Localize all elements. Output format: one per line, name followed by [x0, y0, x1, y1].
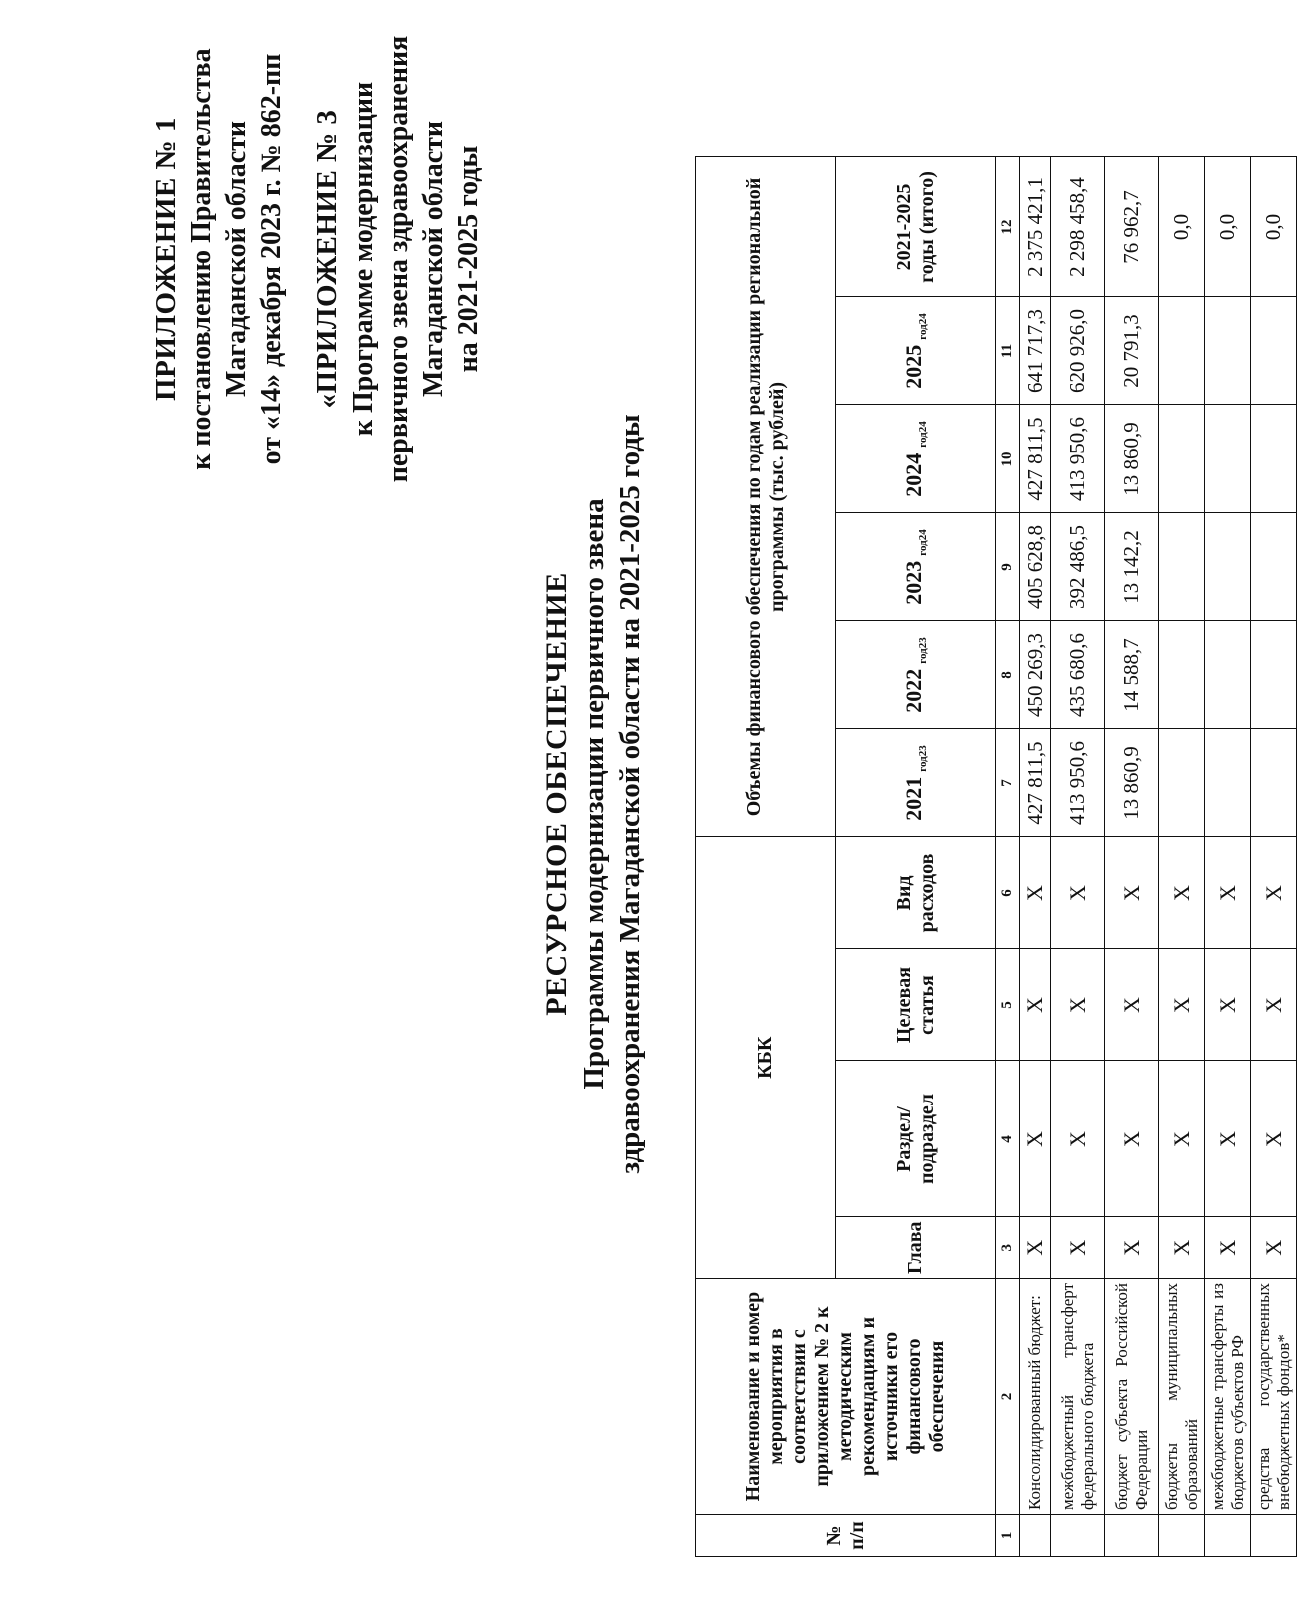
cell-y2021	[1205, 729, 1251, 837]
table-row	[1251, 157, 1297, 1557]
table-row	[1051, 157, 1105, 1557]
cell-y2025: 620 926,0	[1051, 297, 1105, 405]
header-2021: 2021 $_{год23}$	[836, 729, 996, 837]
header-statya: Целевая статья	[836, 949, 996, 1061]
program-line-3: Магаданской области	[417, 120, 449, 398]
col-number: 2	[996, 1279, 1020, 1515]
table-row	[1205, 157, 1251, 1557]
cell-total: 76 962,7	[1105, 157, 1159, 297]
cell-name: межбюджетный трансферт федерального бюджета	[1051, 1279, 1105, 1515]
cell-y2023	[1251, 513, 1297, 621]
cell-name: бюджеты муниципальных образований	[1159, 1279, 1205, 1515]
col-number: 11	[996, 297, 1020, 405]
cell-y2025	[1205, 297, 1251, 405]
document-title	[538, 379, 648, 1209]
header-num: № п/п	[696, 1515, 996, 1557]
cell-glava: X	[1051, 1217, 1105, 1279]
cell-num	[1205, 1515, 1251, 1557]
region-line: Магаданской области	[221, 120, 253, 398]
title-line-1: РЕСУРСНОЕ ОБЕСПЕЧЕНИЕ	[540, 572, 573, 1016]
cell-y2023: 13 142,2	[1105, 513, 1159, 621]
cell-total: 2 375 421,1	[1020, 157, 1051, 297]
cell-vid: X	[1105, 837, 1159, 949]
cell-y2022	[1251, 621, 1297, 729]
cell-statya: X	[1105, 949, 1159, 1061]
header-name: Наименование и номер мероприятия в соответствии с приложением № 2 к методическим рекомендациям и источники его финансового обеспечения	[696, 1279, 996, 1515]
cell-y2023	[1205, 513, 1251, 621]
col-number: 8	[996, 621, 1020, 729]
header-total: 2021-2025 годы (итого)	[836, 157, 996, 297]
cell-total: 2 298 458,4	[1051, 157, 1105, 297]
col-number: 7	[996, 729, 1020, 837]
cell-num	[1020, 1515, 1051, 1557]
col-number: 9	[996, 513, 1020, 621]
table-body	[1020, 157, 1297, 1557]
table-row	[1105, 157, 1159, 1557]
cell-statya: X	[1051, 949, 1105, 1061]
cell-glava: X	[1205, 1217, 1251, 1279]
resolution-line: к постановлению Правительства	[186, 48, 218, 470]
cell-y2025	[1159, 297, 1205, 405]
cell-y2024	[1205, 405, 1251, 513]
cell-name: межбюджетные трансферты из бюджетов субъектов РФ	[1205, 1279, 1251, 1515]
title-line-3: здравоохранения Магаданской области на 2021-2025 годы	[613, 414, 646, 1174]
cell-y2022: 450 269,3	[1020, 621, 1051, 729]
cell-vid: X	[1159, 837, 1205, 949]
cell-glava: X	[1159, 1217, 1205, 1279]
cell-total: 0,0	[1205, 157, 1251, 297]
cell-glava: X	[1251, 1217, 1297, 1279]
header-2024: 2024 $_{год24}$	[836, 405, 996, 513]
cell-y2021: 413 950,6	[1051, 729, 1105, 837]
cell-razdel: X	[1105, 1061, 1159, 1217]
cell-statya: X	[1251, 949, 1297, 1061]
cell-glava: X	[1020, 1217, 1051, 1279]
cell-y2022	[1159, 621, 1205, 729]
cell-total: 0,0	[1251, 157, 1297, 297]
appendix-3-label: «ПРИЛОЖЕНИЕ № 3	[311, 109, 344, 409]
col-number: 1	[996, 1515, 1020, 1557]
cell-y2025: 20 791,3	[1105, 297, 1159, 405]
cell-y2022	[1205, 621, 1251, 729]
cell-num	[1159, 1515, 1205, 1557]
table-row	[1020, 157, 1051, 1557]
cell-y2021: 13 860,9	[1105, 729, 1159, 837]
cell-razdel: X	[1020, 1061, 1051, 1217]
cell-num	[1051, 1515, 1105, 1557]
cell-y2025	[1251, 297, 1297, 405]
cell-vid: X	[1251, 837, 1297, 949]
cell-num	[1105, 1515, 1159, 1557]
col-number: 5	[996, 949, 1020, 1061]
cell-razdel: X	[1051, 1061, 1105, 1217]
cell-y2021: 427 811,5	[1020, 729, 1051, 837]
cell-vid: X	[1020, 837, 1051, 949]
col-number: 3	[996, 1217, 1020, 1279]
table-row	[1159, 157, 1205, 1557]
col-number: 4	[996, 1061, 1020, 1217]
cell-num	[1251, 1515, 1297, 1557]
program-line-1: к Программе модернизации	[347, 81, 379, 437]
header-2023: 2023 $_{год24}$	[836, 513, 996, 621]
cell-y2024: 13 860,9	[1105, 405, 1159, 513]
cell-y2024	[1251, 405, 1297, 513]
cell-y2025: 641 717,3	[1020, 297, 1051, 405]
cell-y2023: 405 628,8	[1020, 513, 1051, 621]
cell-y2024: 427 811,5	[1020, 405, 1051, 513]
cell-name: бюджет субъекта Российской Федерации	[1105, 1279, 1159, 1515]
resolution-date: от «14» декабря 2023 г. № 862-пп	[256, 53, 288, 465]
col-number: 6	[996, 837, 1020, 949]
cell-y2022: 14 588,7	[1105, 621, 1159, 729]
resource-table	[695, 157, 1297, 1558]
cell-razdel: X	[1159, 1061, 1205, 1217]
cell-y2024	[1159, 405, 1205, 513]
cell-glava: X	[1105, 1217, 1159, 1279]
col-number: 10	[996, 405, 1020, 513]
col-number: 12	[996, 157, 1020, 297]
cell-name: средства государственных внебюджетных фондов*	[1251, 1279, 1297, 1515]
cell-vid: X	[1205, 837, 1251, 949]
program-line-4: на 2021-2025 годы	[452, 145, 484, 373]
cell-y2024: 413 950,6	[1051, 405, 1105, 513]
program-line-2: первичного звена здравоохранения	[382, 35, 414, 483]
cell-y2021	[1251, 729, 1297, 837]
cell-total: 0,0	[1159, 157, 1205, 297]
cell-y2023	[1159, 513, 1205, 621]
cell-statya: X	[1020, 949, 1051, 1061]
cell-y2022: 435 680,6	[1051, 621, 1105, 729]
cell-vid: X	[1051, 837, 1105, 949]
header-vid: Вид расходов	[836, 837, 996, 949]
header-glava: Глава	[836, 1217, 996, 1279]
cell-name: Консолидированный бюджет:	[1020, 1279, 1051, 1515]
appendix-header	[148, 0, 486, 539]
cell-razdel: X	[1251, 1061, 1297, 1217]
header-2022: 2022 $_{год23}$	[836, 621, 996, 729]
header-volumes: Объемы финансового обеспечения по годам реализации региональной программы (тыс. рублей)	[696, 157, 836, 837]
cell-statya: X	[1205, 949, 1251, 1061]
cell-razdel: X	[1205, 1061, 1251, 1217]
header-2025: 2025 $_{год24}$	[836, 297, 996, 405]
cell-y2023: 392 486,5	[1051, 513, 1105, 621]
header-razdel: Раздел/подраздел	[836, 1061, 996, 1217]
appendix-1-label: ПРИЛОЖЕНИЕ № 1	[150, 117, 182, 401]
header-kbk: КБК	[696, 837, 836, 1279]
cell-y2021	[1159, 729, 1205, 837]
title-line-2: Программы модернизации первичного звена	[577, 498, 610, 1090]
cell-statya: X	[1159, 949, 1205, 1061]
